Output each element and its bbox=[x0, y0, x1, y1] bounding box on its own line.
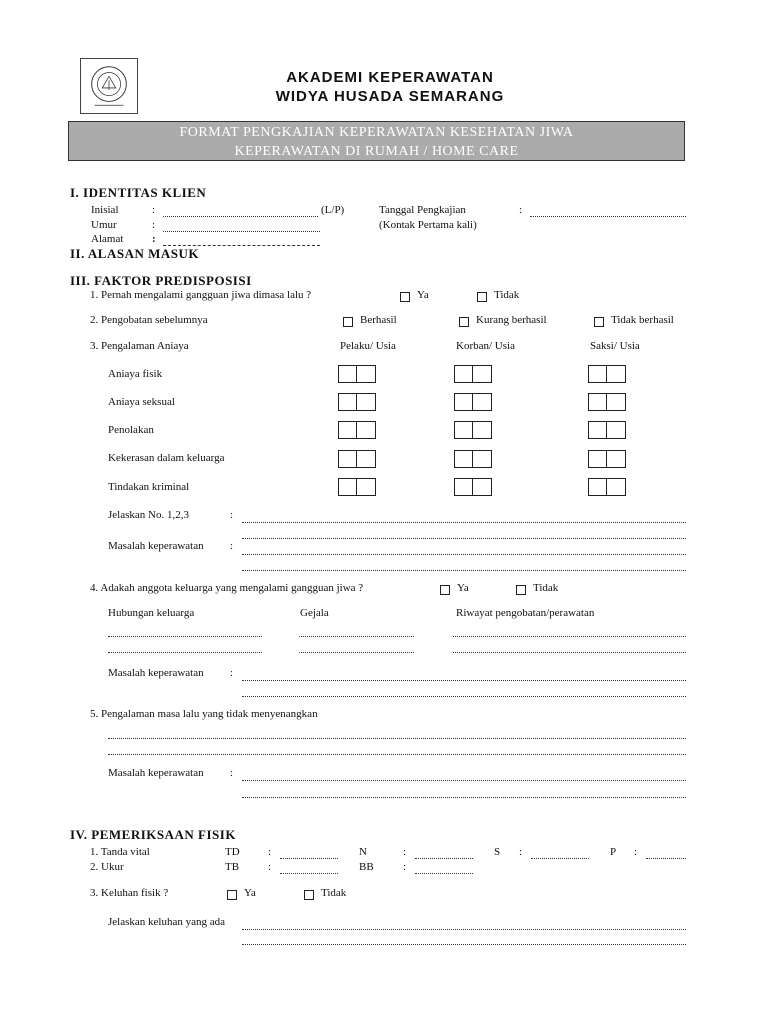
inisial-field[interactable] bbox=[163, 216, 318, 217]
label-jelaskan-keluhan: Jelaskan keluhan yang ada bbox=[108, 916, 225, 928]
riwayat-line[interactable] bbox=[453, 652, 686, 653]
label-inisial: Inisial bbox=[91, 204, 119, 216]
label-tanda-vital: 1. Tanda vital bbox=[90, 846, 150, 858]
colon: : bbox=[268, 861, 272, 873]
colon: : bbox=[230, 509, 234, 521]
q4-ya-checkbox[interactable] bbox=[440, 585, 450, 595]
bb-field[interactable] bbox=[415, 873, 473, 874]
saksi-usia-box[interactable] bbox=[588, 393, 626, 411]
masalah-line[interactable] bbox=[242, 797, 686, 798]
masalah-line[interactable] bbox=[242, 696, 686, 697]
pelaku-usia-box[interactable] bbox=[338, 450, 376, 468]
pengalaman-line[interactable] bbox=[108, 738, 686, 739]
pelaku-usia-box[interactable] bbox=[338, 478, 376, 496]
pelaku-usia-box[interactable] bbox=[338, 393, 376, 411]
riwayat-line[interactable] bbox=[453, 636, 686, 637]
q1-tidak-label: Tidak bbox=[494, 289, 520, 301]
label-bb: BB bbox=[359, 861, 374, 873]
label-ukur: 2. Ukur bbox=[90, 861, 124, 873]
label-masalah-keperawatan: Masalah keperawatan bbox=[108, 540, 204, 552]
institution-name-line2: WIDYA HUSADA SEMARANG bbox=[275, 88, 505, 105]
q2-kurang-berhasil-checkbox[interactable] bbox=[459, 317, 469, 327]
korban-usia-box[interactable] bbox=[454, 421, 492, 439]
colon: : bbox=[519, 204, 523, 216]
pengalaman-line[interactable] bbox=[108, 754, 686, 755]
p-field[interactable] bbox=[646, 858, 686, 859]
col-pelaku-usia: Pelaku/ Usia bbox=[340, 340, 396, 352]
label-jelaskan-no: Jelaskan No. 1,2,3 bbox=[108, 509, 189, 521]
question-2: 2. Pengobatan sebelumnya bbox=[90, 314, 208, 326]
aniaya-row-label: Aniaya fisik bbox=[108, 368, 163, 380]
question-4: 4. Adakah anggota keluarga yang mengalami gangguan jiwa ? bbox=[90, 582, 364, 594]
saksi-usia-box[interactable] bbox=[588, 421, 626, 439]
colon: : bbox=[230, 767, 234, 779]
keluhan-ya-label: Ya bbox=[244, 887, 256, 899]
form-title-banner bbox=[68, 121, 685, 161]
colon: : bbox=[403, 861, 407, 873]
label-lp: (L/P) bbox=[321, 204, 345, 216]
n-field[interactable] bbox=[415, 858, 473, 859]
q1-tidak-checkbox[interactable] bbox=[477, 292, 487, 302]
saksi-usia-box[interactable] bbox=[588, 450, 626, 468]
korban-usia-box[interactable] bbox=[454, 365, 492, 383]
colon: : bbox=[634, 846, 638, 858]
label-td: TD bbox=[225, 846, 240, 858]
colon: : bbox=[152, 219, 156, 231]
institution-name-line1: AKADEMI KEPERAWATAN bbox=[286, 69, 494, 86]
korban-usia-box[interactable] bbox=[454, 478, 492, 496]
colon: : bbox=[152, 233, 156, 245]
section-identitas-klien-title: I. IDENTITAS KLIEN bbox=[70, 185, 207, 200]
q1-ya-checkbox[interactable] bbox=[400, 292, 410, 302]
korban-usia-box[interactable] bbox=[454, 393, 492, 411]
label-keluhan-fisik: 3. Keluhan fisik ? bbox=[90, 887, 169, 899]
institution-logo-icon bbox=[80, 58, 138, 114]
masalah-line[interactable] bbox=[242, 554, 686, 555]
label-masalah-keperawatan: Masalah keperawatan bbox=[108, 767, 204, 779]
section-pemeriksaan-fisik-title: IV. PEMERIKSAAN FISIK bbox=[70, 827, 236, 842]
masalah-line[interactable] bbox=[242, 570, 686, 571]
gejala-line[interactable] bbox=[299, 652, 414, 653]
keluhan-line[interactable] bbox=[242, 929, 686, 930]
q2-kurang-berhasil-label: Kurang berhasil bbox=[476, 314, 547, 326]
col-korban-usia: Korban/ Usia bbox=[456, 340, 515, 352]
label-alamat: Alamat bbox=[91, 233, 124, 245]
form-title-line1: FORMAT PENGKAJIAN KEPERAWATAN KESEHATAN JIWA bbox=[179, 125, 574, 140]
col-saksi-usia: Saksi/ Usia bbox=[590, 340, 640, 352]
tanggal-pengkajian-field[interactable] bbox=[530, 216, 686, 217]
hubungan-line[interactable] bbox=[108, 636, 262, 637]
jelaskan-line[interactable] bbox=[242, 522, 686, 523]
colon: : bbox=[230, 667, 234, 679]
colon: : bbox=[230, 540, 234, 552]
section-alasan-masuk-title: II. ALASAN MASUK bbox=[70, 246, 199, 261]
saksi-usia-box[interactable] bbox=[588, 478, 626, 496]
keluhan-ya-checkbox[interactable] bbox=[227, 890, 237, 900]
col-riwayat-pengobatan: Riwayat pengobatan/perawatan bbox=[456, 607, 595, 619]
korban-usia-box[interactable] bbox=[454, 450, 492, 468]
label-kontak-pertama: (Kontak Pertama kali) bbox=[379, 219, 477, 231]
q4-tidak-checkbox[interactable] bbox=[516, 585, 526, 595]
aniaya-row-label: Aniaya seksual bbox=[108, 396, 175, 408]
umur-field[interactable] bbox=[163, 231, 320, 232]
s-field[interactable] bbox=[531, 858, 589, 859]
label-tanggal-pengkajian: Tanggal Pengkajian bbox=[379, 204, 466, 216]
label-tb: TB bbox=[225, 861, 240, 873]
keluhan-line[interactable] bbox=[242, 944, 686, 945]
pelaku-usia-box[interactable] bbox=[338, 365, 376, 383]
q2-berhasil-checkbox[interactable] bbox=[343, 317, 353, 327]
td-field[interactable] bbox=[280, 858, 338, 859]
col-hubungan-keluarga: Hubungan keluarga bbox=[108, 607, 195, 619]
colon: : bbox=[152, 204, 156, 216]
keluhan-tidak-label: Tidak bbox=[321, 887, 347, 899]
masalah-line[interactable] bbox=[242, 538, 686, 539]
aniaya-row-label: Tindakan kriminal bbox=[108, 481, 190, 493]
colon: : bbox=[519, 846, 523, 858]
label-n: N bbox=[359, 846, 367, 858]
hubungan-line[interactable] bbox=[108, 652, 262, 653]
label-umur: Umur bbox=[91, 219, 117, 231]
label-p: P bbox=[610, 846, 617, 858]
question-3: 3. Pengalaman Aniaya bbox=[90, 340, 189, 352]
section-faktor-predisposisi-title: III. FAKTOR PREDISPOSISI bbox=[70, 273, 252, 288]
q2-tidak-berhasil-checkbox[interactable] bbox=[594, 317, 604, 327]
tb-field[interactable] bbox=[280, 873, 338, 874]
aniaya-row-label: Kekerasan dalam keluarga bbox=[108, 452, 225, 464]
col-gejala: Gejala bbox=[300, 607, 329, 619]
q4-ya-label: Ya bbox=[457, 582, 469, 594]
q2-tidak-berhasil-label: Tidak berhasil bbox=[611, 314, 674, 326]
form-title-line2: KEPERAWATAN DI RUMAH / HOME CARE bbox=[234, 144, 519, 159]
keluhan-tidak-checkbox[interactable] bbox=[304, 890, 314, 900]
q2-berhasil-label: Berhasil bbox=[360, 314, 397, 326]
aniaya-row-label: Penolakan bbox=[108, 424, 154, 436]
question-5: 5. Pengalaman masa lalu yang tidak menyenangkan bbox=[90, 708, 318, 720]
label-masalah-keperawatan: Masalah keperawatan bbox=[108, 667, 204, 679]
gejala-line[interactable] bbox=[299, 636, 414, 637]
colon: : bbox=[403, 846, 407, 858]
saksi-usia-box[interactable] bbox=[588, 365, 626, 383]
masalah-line[interactable] bbox=[242, 680, 686, 681]
q1-ya-label: Ya bbox=[417, 289, 429, 301]
masalah-line[interactable] bbox=[242, 780, 686, 781]
label-s: S bbox=[494, 846, 501, 858]
question-1: 1. Pernah mengalami gangguan jiwa dimasa lalu ? bbox=[90, 289, 312, 301]
colon: : bbox=[268, 846, 272, 858]
pelaku-usia-box[interactable] bbox=[338, 421, 376, 439]
q4-tidak-label: Tidak bbox=[533, 582, 559, 594]
